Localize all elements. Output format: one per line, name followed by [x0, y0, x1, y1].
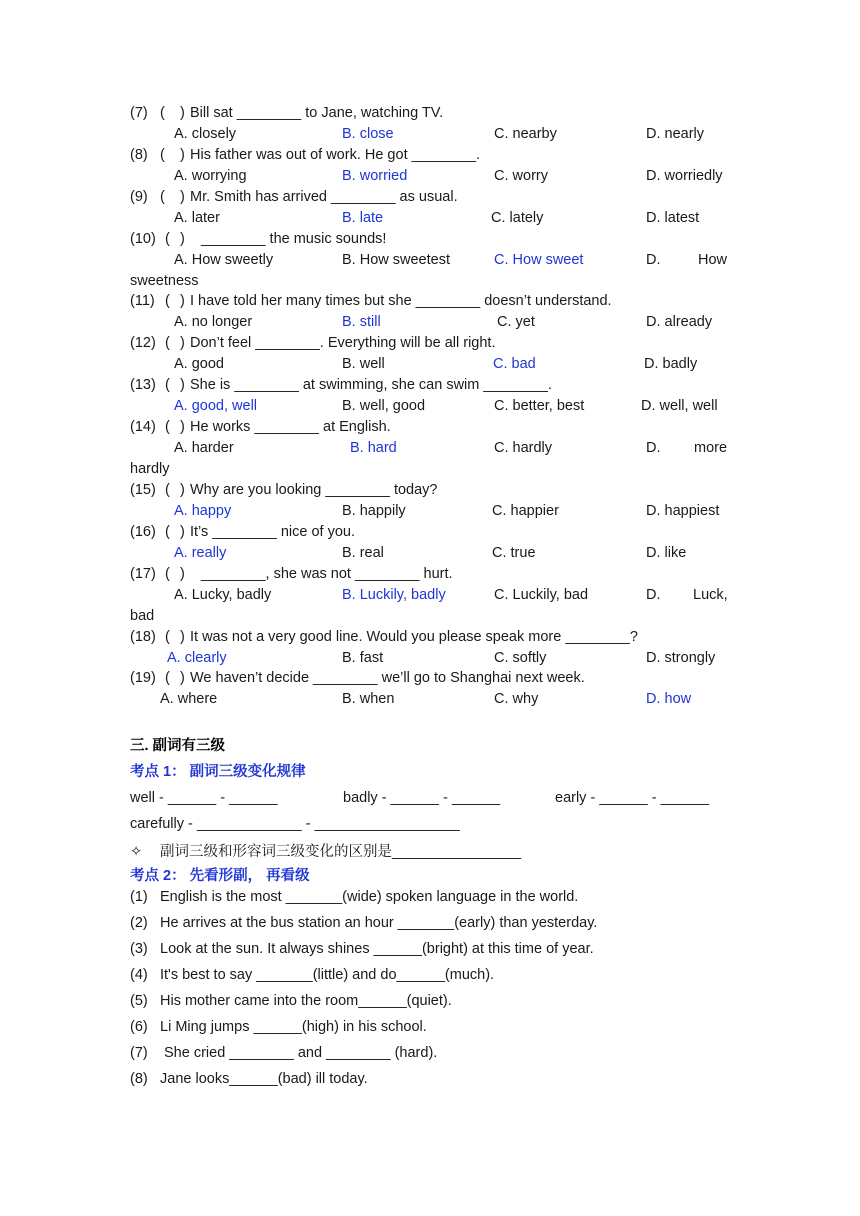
answer-paren-close: ) [180, 377, 185, 393]
question-stem: We haven’t decide ________ we’ll go to Shanghai next week. [190, 670, 585, 686]
badly-degrees: badly - ______ - ______ [343, 790, 501, 806]
question-8 [0, 145, 860, 165]
options-10 [0, 250, 860, 270]
options-8 [0, 166, 860, 186]
options-12 [0, 354, 860, 374]
option-b-answer: B. hard [350, 440, 397, 456]
question-15 [0, 480, 860, 500]
answer-paren-open: ( [165, 670, 170, 686]
answer-paren-open: ( [165, 524, 170, 540]
answer-paren-close: ) [180, 629, 185, 645]
item-text: Look at the sun. It always shines ______(bright) at this time of year. [160, 941, 594, 957]
question-stem: ________ the music sounds! [201, 231, 387, 247]
option-c: C. yet [497, 314, 535, 330]
option-c: C. softly [494, 650, 547, 666]
question-stem: I have told her many times but she ________ doesn’t understand. [190, 293, 612, 309]
option-d: D. badly [644, 356, 698, 372]
fill-item-5 [0, 991, 860, 1011]
option-b: B. happily [342, 503, 406, 519]
option-d: D. [646, 252, 661, 268]
option-a: A. good [174, 356, 224, 372]
options-18 [0, 648, 860, 668]
option-d: D. worriedly [646, 168, 723, 184]
option-a: A. Lucky, badly [174, 587, 272, 603]
option-d: D. happiest [646, 503, 720, 519]
option-a-answer: A. clearly [167, 650, 227, 666]
item-number: (1) [130, 889, 148, 905]
question-number: (9) [130, 189, 148, 205]
option-b-answer: B. worried [342, 168, 408, 184]
degree-line-1 [0, 788, 860, 808]
question-stem: Bill sat ________ to Jane, watching TV. [190, 105, 444, 121]
item-number: (4) [130, 967, 148, 983]
item-number: (3) [130, 941, 148, 957]
question-17 [0, 564, 860, 584]
question-11 [0, 291, 860, 311]
item-text: It's best to say _______(little) and do______(much). [160, 967, 495, 983]
degree-line-2 [0, 814, 860, 834]
option-d-text-wrap: hardly [130, 461, 170, 477]
option-a: A. How sweetly [174, 252, 274, 268]
option-a: A. closely [174, 126, 237, 142]
well-degrees: well - ______ - ______ [130, 790, 278, 806]
option-d: D. like [646, 545, 687, 561]
option-c-answer: C. bad [493, 356, 536, 372]
options-7 [0, 124, 860, 144]
options-14 [0, 438, 860, 458]
option-b: B. well [342, 356, 385, 372]
question-10 [0, 229, 860, 249]
option-a: A. no longer [174, 314, 253, 330]
bullet-icon: ✧ [130, 844, 143, 860]
option-a: A. later [174, 210, 220, 226]
option-c: C. true [492, 545, 536, 561]
answer-paren-open: ( [165, 377, 170, 393]
answer-paren-close: ) [180, 189, 185, 205]
answer-paren-open: ( [165, 293, 170, 309]
option-a-answer: A. happy [174, 503, 232, 519]
answer-paren-close: ) [180, 566, 185, 582]
item-number: (7) [130, 1045, 148, 1061]
answer-paren-close: ) [180, 231, 185, 247]
question-stem: She is ________ at swimming, she can swim ________. [190, 377, 552, 393]
question-stem: He works ________ at English. [190, 419, 391, 435]
fill-item-4 [0, 965, 860, 985]
option-d: D. [646, 587, 661, 603]
fill-item-2 [0, 913, 860, 933]
options-19 [0, 689, 860, 709]
option-c: C. lately [491, 210, 544, 226]
option-d: D. latest [646, 210, 700, 226]
answer-paren-close: ) [180, 524, 185, 540]
options-17-wrap [0, 606, 860, 626]
answer-paren-open: ( [160, 147, 165, 163]
point-1-title-row [0, 762, 860, 782]
question-13 [0, 375, 860, 395]
question-19 [0, 668, 860, 688]
answer-paren-close: ) [180, 293, 185, 309]
item-text: He arrives at the bus station an hour _______(early) than yesterday. [160, 915, 598, 931]
option-d-text: Luck, [693, 587, 728, 603]
answer-paren-open: ( [165, 419, 170, 435]
question-number: (18) [130, 629, 156, 645]
answer-paren-open: ( [160, 105, 165, 121]
option-a: A. where [160, 691, 218, 707]
item-text: English is the most _______(wide) spoken language in the world. [160, 889, 579, 905]
section-3-heading-row [0, 736, 860, 756]
question-number: (17) [130, 566, 156, 582]
option-c: C. nearby [494, 126, 557, 142]
option-b: B. well, good [342, 398, 426, 414]
item-number: (2) [130, 915, 148, 931]
answer-paren-open: ( [165, 482, 170, 498]
option-b: B. How sweetest [342, 252, 450, 268]
question-stem: Mr. Smith has arrived ________ as usual. [190, 189, 458, 205]
option-c: C. better, best [494, 398, 585, 414]
fill-item-6 [0, 1017, 860, 1037]
question-18 [0, 627, 860, 647]
options-17 [0, 585, 860, 605]
section-heading: 三. 副词有三级 [130, 738, 226, 754]
option-d: D. [646, 440, 661, 456]
point-1-title: 考点 1： 副词三级变化规律 [130, 764, 306, 780]
question-stem: Why are you looking ________ today? [190, 482, 438, 498]
option-d-text: more [694, 440, 728, 456]
question-stem: Don’t feel ________. Everything will be all right. [190, 335, 496, 351]
answer-paren-close: ) [180, 105, 185, 121]
option-d-text-wrap: sweetness [130, 273, 199, 289]
item-text: His mother came into the room______(quiet). [160, 993, 452, 1009]
question-number: (7) [130, 105, 148, 121]
option-b: B. when [342, 691, 395, 707]
option-d: D. strongly [646, 650, 716, 666]
item-number: (6) [130, 1019, 148, 1035]
answer-paren-close: ) [180, 335, 185, 351]
note-row [0, 842, 860, 862]
question-9 [0, 187, 860, 207]
option-d-answer: D. how [646, 691, 692, 707]
option-c: C. hardly [494, 440, 553, 456]
option-c: C. worry [494, 168, 548, 184]
question-number: (8) [130, 147, 148, 163]
answer-paren-open: ( [165, 629, 170, 645]
answer-paren-close: ) [180, 419, 185, 435]
options-13 [0, 396, 860, 416]
option-b-answer: B. Luckily, badly [342, 587, 446, 603]
question-number: (13) [130, 377, 156, 393]
option-a: A. worrying [174, 168, 247, 184]
early-degrees: early - ______ - ______ [555, 790, 709, 806]
question-number: (10) [130, 231, 156, 247]
option-c: C. why [494, 691, 539, 707]
options-16 [0, 543, 860, 563]
item-text: Jane looks______(bad) ill today. [160, 1071, 368, 1087]
option-b: B. real [342, 545, 384, 561]
option-d: D. nearly [646, 126, 705, 142]
fill-item-1 [0, 887, 860, 907]
answer-paren-close: ) [180, 147, 185, 163]
answer-paren-open: ( [165, 335, 170, 351]
point-2-title: 考点 2： 先看形副， 再看级 [130, 868, 310, 884]
fill-item-3 [0, 939, 860, 959]
question-16 [0, 522, 860, 542]
carefully-degrees: carefully - _____________ - __________________ [130, 816, 460, 832]
option-c: C. Luckily, bad [494, 587, 589, 603]
question-number: (15) [130, 482, 156, 498]
question-14 [0, 417, 860, 437]
question-12 [0, 333, 860, 353]
question-number: (11) [130, 293, 155, 309]
options-9 [0, 208, 860, 228]
option-b: B. fast [342, 650, 384, 666]
question-7 [0, 103, 860, 123]
option-b-answer: B. close [342, 126, 394, 142]
option-c-answer: C. How sweet [494, 252, 584, 268]
question-number: (14) [130, 419, 156, 435]
fill-item-7 [0, 1043, 860, 1063]
answer-paren-open: ( [165, 566, 170, 582]
question-number: (12) [130, 335, 156, 351]
item-number: (5) [130, 993, 148, 1009]
fill-item-8 [0, 1069, 860, 1089]
option-a-answer: A. really [174, 545, 227, 561]
option-d: D. well, well [641, 398, 718, 414]
answer-paren-close: ) [180, 482, 185, 498]
question-stem: His father was out of work. He got ________. [190, 147, 481, 163]
item-text: Li Ming jumps ______(high) in his school. [160, 1019, 427, 1035]
options-10-wrap [0, 271, 860, 291]
option-b-answer: B. still [342, 314, 381, 330]
point-2-title-row [0, 866, 860, 886]
options-11 [0, 312, 860, 332]
question-stem: It’s ________ nice of you. [190, 524, 355, 540]
option-d-text-wrap: bad [130, 608, 155, 624]
options-15 [0, 501, 860, 521]
question-stem: ________, she was not ________ hurt. [201, 566, 453, 582]
option-d-text: How [698, 252, 728, 268]
option-a-answer: A. good, well [174, 398, 258, 414]
option-d: D. already [646, 314, 713, 330]
option-c: C. happier [492, 503, 559, 519]
option-b-answer: B. late [342, 210, 384, 226]
question-number: (16) [130, 524, 156, 540]
question-stem: It was not a very good line. Would you please speak more ________? [190, 629, 638, 645]
note-text: 副词三级和形容词三级变化的区别是________________ [160, 844, 522, 860]
answer-paren-open: ( [160, 189, 165, 205]
options-14-wrap [0, 459, 860, 479]
item-number: (8) [130, 1071, 148, 1087]
option-a: A. harder [174, 440, 234, 456]
answer-paren-close: ) [180, 670, 185, 686]
answer-paren-open: ( [165, 231, 170, 247]
question-number: (19) [130, 670, 156, 686]
item-text: She cried ________ and ________ (hard). [164, 1045, 438, 1061]
